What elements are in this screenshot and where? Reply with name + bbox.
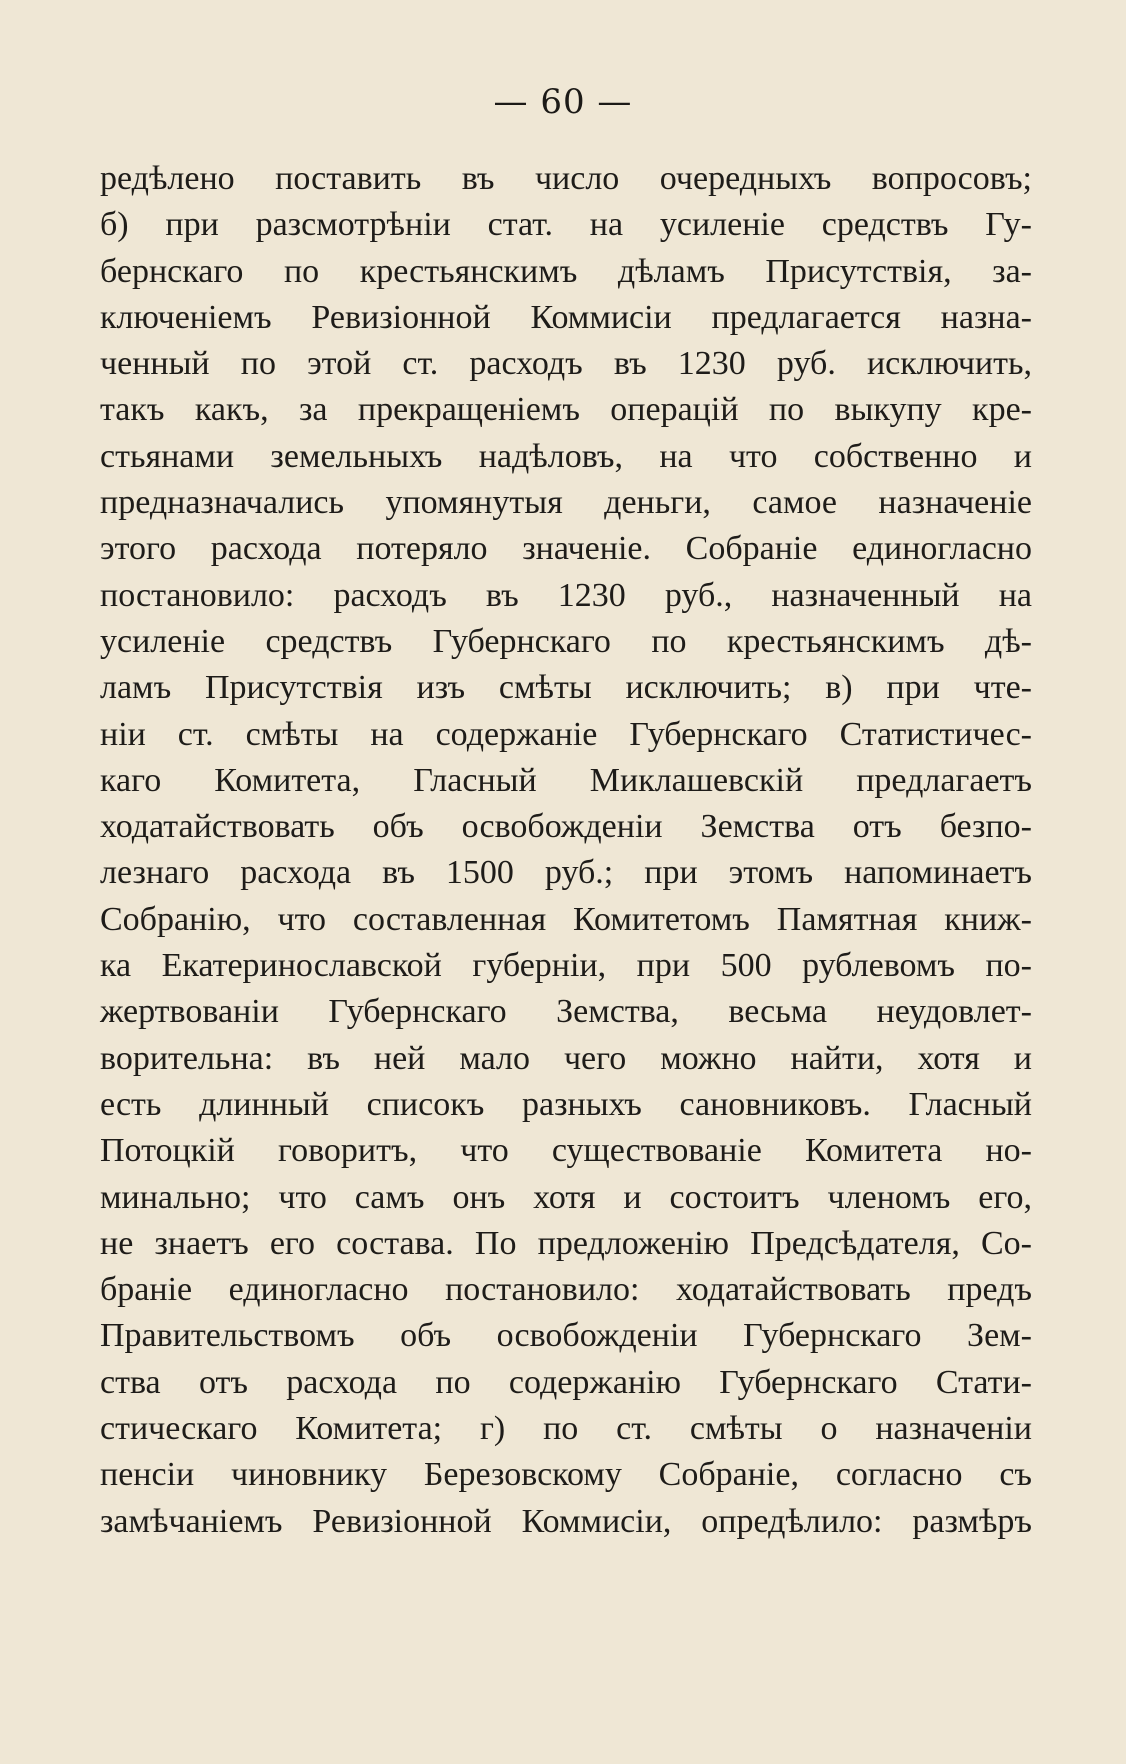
text-line: лезнаго расхода въ 1500 руб.; при этомъ напоминаетъ (100, 854, 1032, 892)
text-line: усиленіе средствъ Губернскаго по крестьянскимъ дѣ- (100, 622, 1032, 660)
text-line: предназначались упомянутыя деньги, самое назначеніе (100, 484, 1032, 522)
text-line: стьянами земельныхъ надѣловъ, на что собственно и (100, 437, 1032, 475)
text-line: ка Екатеринославской губерніи, при 500 рублевомъ по- (100, 947, 1032, 985)
text-line: ченный по этой ст. расходъ въ 1230 руб. исключить, (100, 345, 1032, 383)
text-line: ламъ Присутствія изъ смѣты исключить; в) при чте- (100, 669, 1032, 707)
page-number: — 60 — (493, 82, 633, 122)
text-line: стическаго Комитета; г) по ст. смѣты о назначеніи (100, 1410, 1032, 1448)
text-line: Потоцкій говоритъ, что существованіе Комитета но- (100, 1132, 1032, 1170)
text-line: каго Комитета, Гласный Миклашевскій предлагаетъ (100, 761, 1032, 799)
text-line: ства отъ расхода по содержанію Губернскаго Стати- (100, 1363, 1032, 1401)
text-line: Правительствомъ объ освобожденіи Губернскаго Зем- (100, 1317, 1032, 1355)
text-line: ключеніемъ Ревизіонной Коммисіи предлагается назна- (100, 298, 1032, 336)
body-text (100, 156, 1032, 1545)
text-line: есть длинный списокъ разныхъ сановниковъ. Гласный (100, 1085, 1032, 1123)
text-line: замѣчаніемъ Ревизіонной Коммисіи, опредѣлило: размѣръ (100, 1502, 1032, 1540)
text-line: б) при разсмотрѣніи стат. на усиленіе средствъ Гу- (100, 206, 1032, 244)
text-line: редѣлено поставить въ число очередныхъ вопросовъ; (100, 160, 1032, 197)
text-line: постановило: расходъ въ 1230 руб., назначенный на (100, 576, 1032, 614)
text-line: пенсіи чиновнику Березовскому Собраніе, согласно съ (100, 1456, 1032, 1494)
text-line: этого расхода потеряло значеніе. Собраніе единогласно (100, 530, 1032, 568)
text-line: такъ какъ, за прекращеніемъ операцій по выкупу кре- (100, 391, 1032, 429)
text-line: браніе единогласно постановило: ходатайствовать предъ (100, 1271, 1032, 1309)
text-line: ворительна: въ ней мало чего можно найти, хотя и (100, 1039, 1032, 1077)
text-line: минально; что самъ онъ хотя и состоитъ членомъ его, (100, 1178, 1032, 1216)
text-line: Собранію, что составленная Комитетомъ Памятная книж- (100, 900, 1032, 938)
text-line: не знаетъ его состава. По предложенію Предсѣдателя, Со- (100, 1224, 1032, 1262)
text-line: жертвованіи Губернскаго Земства, весьма неудовлет- (100, 993, 1032, 1031)
text-line: ніи ст. смѣты на содержаніе Губернскаго Статистичес- (100, 715, 1032, 753)
text-line: ходатайствовать объ освобожденіи Земства отъ безпо- (100, 808, 1032, 846)
text-line: бернскаго по крестьянскимъ дѣламъ Присутствія, за- (100, 252, 1032, 290)
